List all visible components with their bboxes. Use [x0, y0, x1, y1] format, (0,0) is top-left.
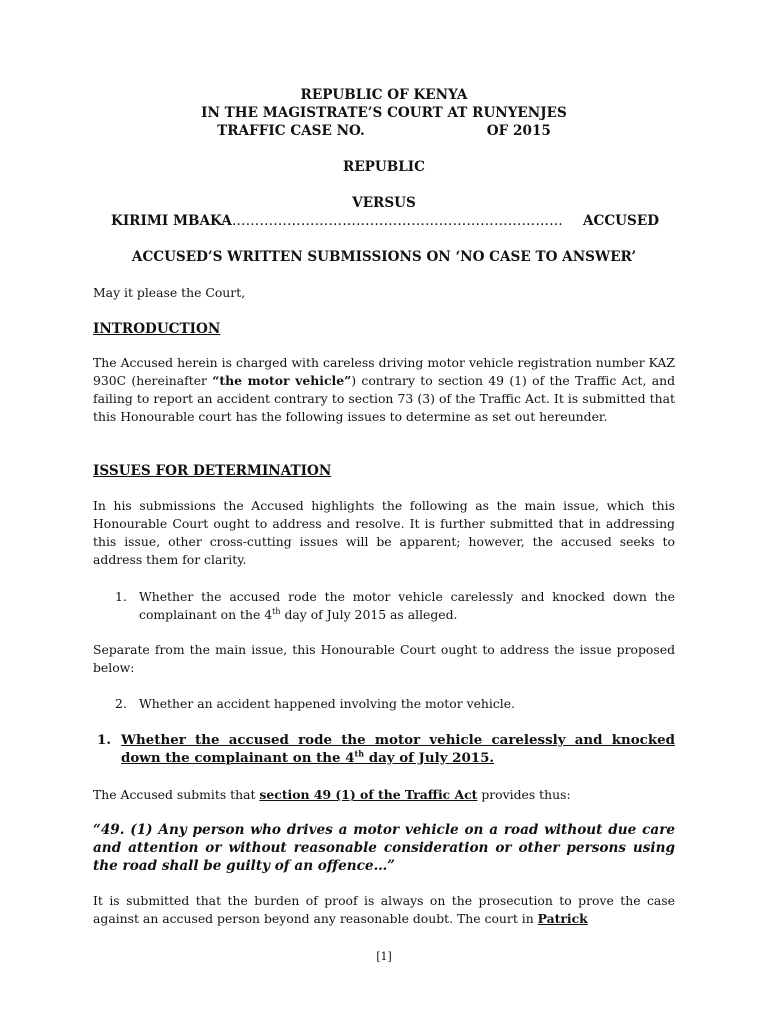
- versus-label: VERSUS: [352, 195, 416, 211]
- accused-dots: ………………………………………………………………: [231, 213, 563, 229]
- separate-issue-paragraph: Separate from the main issue, this Honourable Court ought to address the issue proposed below:: [93, 642, 675, 675]
- header-court: IN THE MAGISTRATE’S COURT AT RUNYENJES: [201, 105, 567, 121]
- issue-list-item-2: 2. Whether an accident happened involving the motor vehicle.: [115, 696, 516, 711]
- introduction-paragraph: The Accused herein is charged with careless driving motor vehicle registration number KAZ 930C (hereinafter “the motor vehicle”) contrary to section 49 (1) of the Traffic Act, and failing to report an accident contrary to section 73 (3) of the Traffic Act. It is submitted that this Honourable court has the following issues to determine as set out hereunder.: [93, 355, 675, 424]
- header-case-number: TRAFFIC CASE NO. OF 2015: [217, 123, 551, 139]
- issue-list-item-1: 1. Whether the accused rode the motor vehicle carelessly and knocked down the complainant on the 4th day of July 2015 as alleged.: [115, 589, 675, 622]
- section-1-intro: The Accused submits that section 49 (1) of the Traffic Act provides thus:: [93, 787, 571, 802]
- introduction-heading: INTRODUCTION: [93, 321, 221, 337]
- party-republic: REPUBLIC: [343, 159, 425, 175]
- section-1-heading: 1. Whether the accused rode the motor vehicle carelessly and knocked down the complainant on the 4th day of July 2015.: [97, 732, 675, 766]
- statute-quote: “49. (1) Any person who drives a motor vehicle on a road without due care and attention or without reasonable consideration or other persons using the road shall be guilty of an offence…”: [93, 822, 675, 874]
- defined-term: “the motor vehicle”: [212, 373, 352, 388]
- case-citation: Patrick: [537, 911, 588, 926]
- document-title: ACCUSED’S WRITTEN SUBMISSIONS ON ‘NO CASE TO ANSWER’: [131, 249, 637, 265]
- statute-reference: section 49 (1) of the Traffic Act: [259, 787, 478, 802]
- header-republic-of-kenya: REPUBLIC OF KENYA: [300, 87, 468, 103]
- case-header: [93, 86, 675, 140]
- accused-label: ACCUSED: [582, 213, 659, 229]
- issues-paragraph: In his submissions the Accused highlights the following as the main issue, which this Honourable Court ought to address and resolve. It is further submitted that in addressing this issue, other cross-cutting issues will be apparent; however, the accused seeks to address them for clarity.: [93, 498, 675, 567]
- accused-name: KIRIMI MBAKA: [111, 213, 232, 229]
- page-number: [1]: [376, 950, 392, 963]
- accused-line: [111, 212, 659, 230]
- salutation: May it please the Court,: [93, 285, 246, 300]
- issues-heading: ISSUES FOR DETERMINATION: [93, 463, 332, 479]
- burden-of-proof-paragraph: It is submitted that the burden of proof is always on the prosecution to prove the case against an accused person beyond any reasonable doubt. The court in Patrick: [93, 893, 675, 926]
